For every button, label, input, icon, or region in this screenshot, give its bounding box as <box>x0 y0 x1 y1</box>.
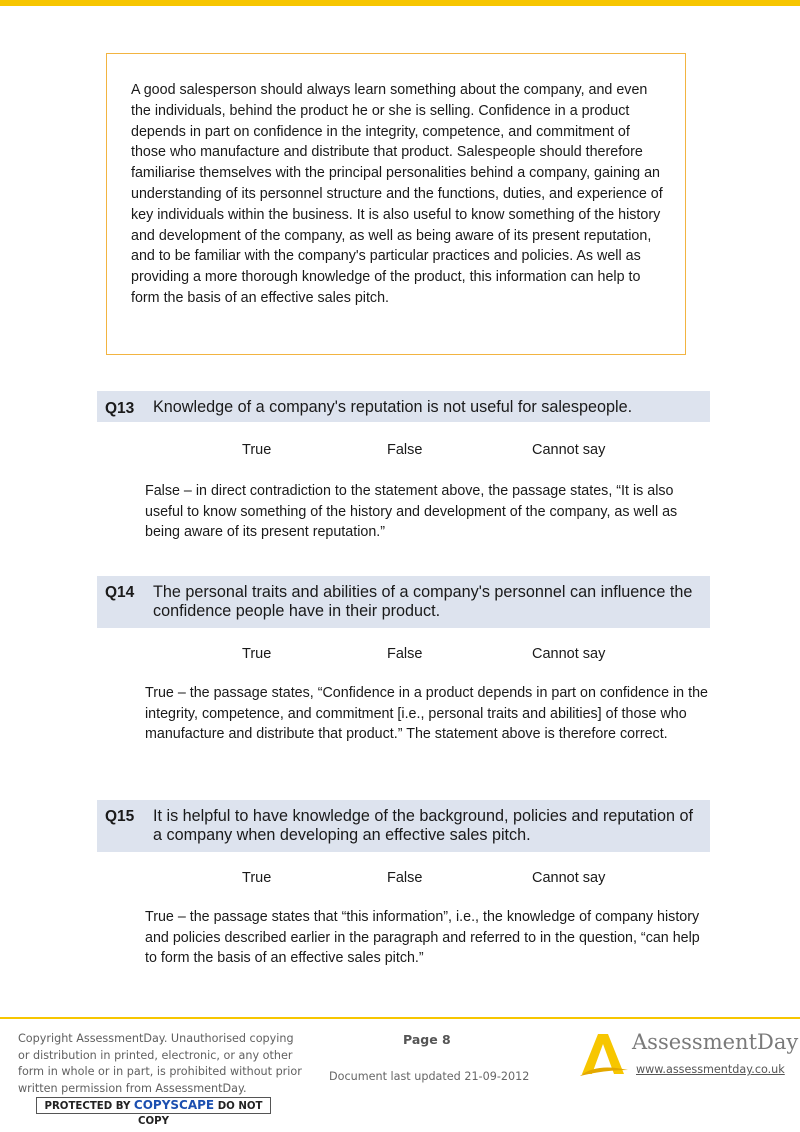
brand-url-link[interactable]: www.assessmentday.co.uk <box>636 1063 785 1076</box>
brand-name: AssessmentDay <box>632 1030 799 1054</box>
answer-explanation: True – the passage states, “Confidence in a product depends in part on confidence in the integrity, competence, and commitment [i.e., personal traits and abilities] of those who manufacture and distribute that product.” The statement above is therefore correct. <box>145 685 708 742</box>
page-number: Page 8 <box>403 1032 451 1047</box>
question-number: Q14 <box>105 584 135 601</box>
option-true[interactable]: True <box>242 870 272 886</box>
top-accent-bar <box>0 0 800 6</box>
copyscape-badge[interactable] <box>36 1097 271 1127</box>
option-cannot-say[interactable]: Cannot say <box>532 870 606 886</box>
question-text: It is helpful to have knowledge of the background, policies and reputation of a company when developing an effective sales pitch. <box>153 807 693 844</box>
copyscape-prefix: PROTECTED BY <box>44 1101 131 1112</box>
option-cannot-say[interactable]: Cannot say <box>532 442 606 458</box>
question-text: Knowledge of a company's reputation is not useful for salespeople. <box>153 398 633 416</box>
copyscape-suffix: DO NOT COPY <box>138 1101 263 1127</box>
option-true[interactable]: True <box>242 646 272 662</box>
question-header-q14 <box>97 576 710 628</box>
passage-text: A good salesperson should always learn something about the company, and even the individuals, behind the product he or she is selling. Confidence in a product depends in part on confidence in the integrity, competence, and commitment of those who manufacture and distribute that product. Salespeople should therefore familiarise themselves with the principal personalities behind a company, gaining an understanding of its personnel structure and the functions, duties, and experience of key individuals within the business. It is also useful to know something of the history and development of the company, as well as being aware of its present reputation, and to be familiar with the company's particular practices and policies. As well as providing a more thorough knowledge of the product, this information can help to form the basis of an effective sales pitch. <box>131 82 663 306</box>
option-false[interactable]: False <box>387 646 423 662</box>
assessmentday-logo-icon <box>578 1030 630 1078</box>
option-false[interactable]: False <box>387 870 423 886</box>
copyscape-brand: COPYSCAPE <box>133 1098 215 1112</box>
answer-explanation: False – in direct contradiction to the statement above, the passage states, “It is also useful to know something of the history and development of the company, as well as being aware of its present reputation.” <box>145 483 678 540</box>
copyright-notice: Copyright AssessmentDay. Unauthorised copying or distribution in printed, electronic, or any other form in whole or in part, is prohibited without prior written permission from AssessmentDay. <box>18 1032 302 1095</box>
question-number: Q15 <box>105 808 135 825</box>
last-updated: Document last updated 21-09-2012 <box>329 1070 530 1083</box>
question-header-q13 <box>97 391 710 422</box>
option-true[interactable]: True <box>242 442 272 458</box>
passage-box <box>106 53 686 355</box>
question-text: The personal traits and abilities of a company's personnel can influence the confidence people have in their product. <box>153 583 693 620</box>
option-cannot-say[interactable]: Cannot say <box>532 646 606 662</box>
question-number: Q13 <box>105 400 135 417</box>
option-false[interactable]: False <box>387 442 423 458</box>
footer-divider <box>0 1017 800 1019</box>
question-header-q15 <box>97 800 710 852</box>
answer-explanation: True – the passage states that “this information”, i.e., the knowledge of company history and policies described earlier in the paragraph and referred to in the question, “can help to form the basis of an effective sales pitch.” <box>145 909 700 966</box>
